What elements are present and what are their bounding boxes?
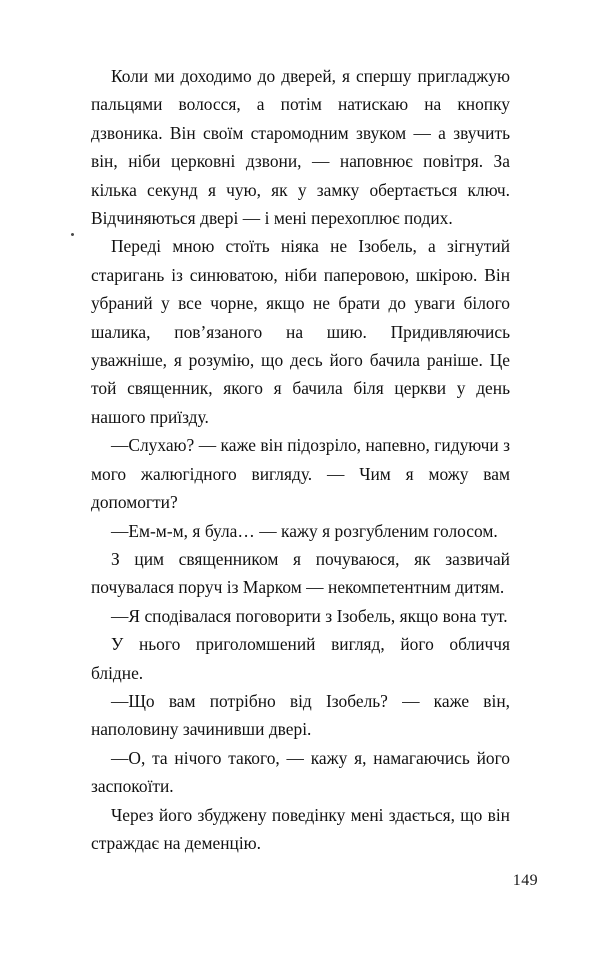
paragraph: З цим священником я почуваюся, як зазвичай почувалася поруч із Марком — некомпетентним дитям. bbox=[91, 548, 510, 598]
page-text-block bbox=[91, 62, 510, 857]
page-number: 149 bbox=[512, 872, 538, 889]
dialogue-paragraph: —О, та нічого такого, — кажу я, намагаючись його заспокоїти. bbox=[91, 747, 510, 797]
dialogue-paragraph: —Що вам потрібно від Ізобель? — каже він, наполовину зачинивши двері. bbox=[91, 690, 510, 740]
dialogue-paragraph: —Слухаю? — каже він підозріло, напевно, гидуючи з мого жалюгідного вигляду. — Чим я можу вам допомогти? bbox=[91, 435, 510, 513]
paragraph: У нього приголомшений вигляд, його обличчя блідне. bbox=[91, 634, 510, 683]
paragraph: Через його збуджену поведінку мені здається, що він страждає на деменцію. bbox=[91, 804, 510, 853]
dialogue-paragraph: —Ем-м-м, я була… — кажу я розгубленим голосом. bbox=[111, 520, 498, 541]
scan-artifact-speck bbox=[71, 233, 75, 237]
paragraph: Коли ми доходимо до дверей, я спершу пригладжую пальцями волосся, а потім натискаю на кнопку дзвоника. Він своїм старомодним звуком — а звучить він, ніби церковні дзвони, — наповнює повітря. За кілька секунд я чую, як у замку обертається ключ. Відчиняються двері — і мені перехоплює подих. bbox=[91, 66, 510, 229]
paragraph: Переді мною стоїть ніяка не Ізобель, а зігнутий старигань із синюватою, ніби паперовою, шкірою. Він убраний у все чорне, якщо не брати до уваги білого шалика, пов’язаного на шию. Придивляючись уважніше, я розумію, що десь його бачила раніше. Це той священник, якого я бачила біля церкви у день нашого приїзду. bbox=[91, 236, 510, 427]
dialogue-paragraph: —Я сподівалася поговорити з Ізобель, якщо вона тут. bbox=[111, 605, 508, 626]
